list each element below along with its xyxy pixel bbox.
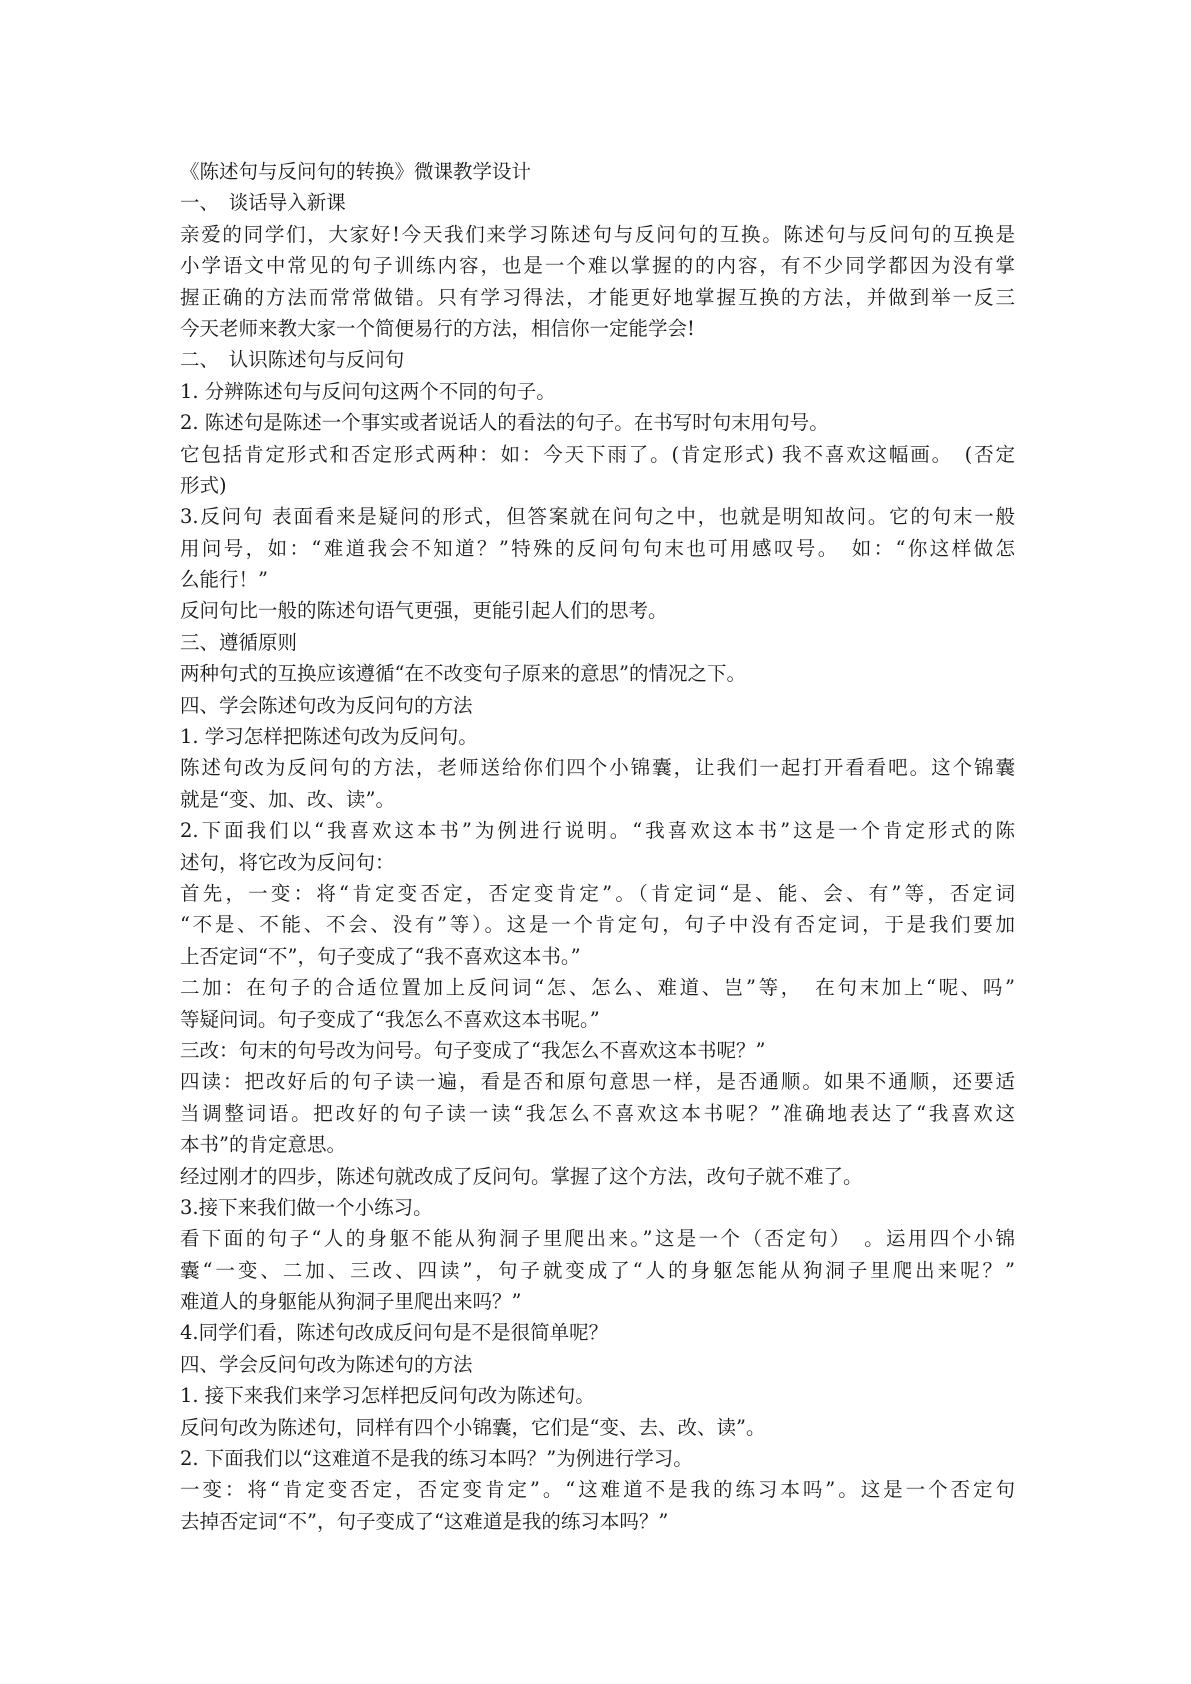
paragraph-line: 么能行！” bbox=[180, 568, 268, 592]
paragraph-line: 就是“变、加、改、读”。 bbox=[180, 787, 395, 811]
section-heading: 二、 认识陈述句与反问句 bbox=[180, 348, 405, 372]
list-item: 1. 接下来我们来学习怎样把反问句改为陈述句。 bbox=[180, 1384, 595, 1408]
document-title: 《陈述句与反问句的转换》微课教学设计 bbox=[180, 160, 532, 183]
paragraph-line: “不是、不能、不会、没有”等）。这是一个肯定句，句子中没有否定词，于是我们要加 bbox=[180, 913, 1015, 937]
paragraph-line: 陈述句改为反问句的方法，老师送给你们四个小锦囊，让我们一起打开看看吧。这个锦囊 bbox=[180, 756, 1015, 780]
paragraph-line: 今天老师来教大家一个简便易行的方法，相信你一定能学会! bbox=[180, 316, 695, 340]
paragraph-line: 本书”的肯定意思。 bbox=[180, 1133, 346, 1157]
section-heading: 四、学会反问句改为陈述句的方法 bbox=[180, 1352, 473, 1376]
document-body bbox=[180, 156, 1015, 1537]
paragraph-line: 上否定词“不”，句子变成了“我不喜欢这本书。” bbox=[180, 944, 581, 968]
paragraph-line: 二加：在句子的合适位置加上反问词“怎、怎么、难道、岂”等， 在句末加上“呢、吗” bbox=[180, 976, 1015, 1000]
paragraph-line: 四读：把改好后的句子读一遍，看是否和原句意思一样，是否通顺。如果不通顺，还要适 bbox=[180, 1070, 1015, 1094]
paragraph-line: 去掉否定词“不”，句子变成了“这难道是我的练习本吗？” bbox=[180, 1509, 669, 1533]
section-heading: 四、学会陈述句改为反问句的方法 bbox=[180, 693, 473, 717]
paragraph-line: 一变：将“肯定变否定，否定变肯定”。“这难道不是我的练习本吗”。这是一个否定句 bbox=[180, 1478, 1015, 1502]
paragraph-line: 看下面的句子“人的身躯不能从狗洞子里爬出来。”这是一个（否定句） 。运用四个小锦 bbox=[180, 1227, 1015, 1251]
paragraph-line: 述句，将它改为反问句： bbox=[180, 850, 395, 874]
list-item: 2. 陈述句是陈述一个事实或者说话人的看法的句子。在书写时句末用句号。 bbox=[180, 411, 829, 435]
paragraph-line: 亲爱的同学们，大家好!今天我们来学习陈述句与反问句的互换。陈述句与反问句的互换是 bbox=[180, 222, 1015, 246]
list-item: 1. 分辨陈述句与反问句这两个不同的句子。 bbox=[180, 379, 556, 403]
paragraph-line: 当调整词语。把改好的句子读一读“我怎么不喜欢这本书呢？”准确地表达了“我喜欢这 bbox=[180, 1101, 1015, 1125]
section-heading: 一、 谈话导入新课 bbox=[180, 191, 346, 215]
paragraph-line: 难道人的身躯能从狗洞子里爬出来吗？” bbox=[180, 1290, 522, 1314]
paragraph-line: 反问句改为陈述句，同样有四个小锦囊，它们是“变、去、改、读”。 bbox=[180, 1415, 766, 1439]
paragraph-line: 囊“一变、二加、三改、四读”，句子就变成了“人的身躯怎能从狗洞子里爬出来呢？” bbox=[180, 1258, 1015, 1282]
paragraph-line: 反问句比一般的陈述句语气更强，更能引起人们的思考。 bbox=[180, 599, 668, 623]
paragraph-line: 小学语文中常见的句子训练内容，也是一个难以掌握的的内容，有不少同学都因为没有掌 bbox=[180, 254, 1015, 278]
list-item: 4.同学们看，陈述句改成反问句是不是很简单呢？ bbox=[180, 1321, 609, 1345]
paragraph-line: 经过刚才的四步，陈述句就改成了反问句。掌握了这个方法，改句子就不难了。 bbox=[180, 1164, 863, 1188]
list-item: 2.下面我们以“我喜欢这本书”为例进行说明。“我喜欢这本书”这是一个肯定形式的陈 bbox=[180, 819, 1015, 843]
paragraph-line: 握正确的方法而常常做错。只有学习得法，才能更好地掌握互换的方法，并做到举一反三 bbox=[180, 285, 1015, 309]
list-item: 1. 学习怎样把陈述句改为反问句。 bbox=[180, 725, 478, 749]
paragraph-line: 三改：句末的句号改为问号。句子变成了“我怎么不喜欢这本书呢？” bbox=[180, 1038, 766, 1062]
list-item: 2. 下面我们以“这难道不是我的练习本吗？”为例进行学习。 bbox=[180, 1447, 693, 1471]
section-heading: 三、遵循原则 bbox=[180, 630, 298, 654]
paragraph-line: 用问号，如：“难道我会不知道？”特殊的反问句句末也可用感叹号。 如：“你这样做怎 bbox=[180, 536, 1015, 560]
list-item: 3.接下来我们做一个小练习。 bbox=[180, 1195, 433, 1219]
paragraph-line: 形式) bbox=[180, 473, 227, 497]
paragraph-line: 它包括肯定形式和否定形式两种：如：今天下雨了。(肯定形式) 我不喜欢这幅画。 (否定 bbox=[180, 442, 1015, 466]
paragraph-line: 两种句式的互换应该遵循“在不改变句子原来的意思”的情况之下。 bbox=[180, 662, 746, 686]
list-item: 3.反问句 表面看来是疑问的形式，但答案就在问句之中，也就是明知故问。它的句末一般 bbox=[180, 505, 1015, 529]
paragraph-line: 等疑问词。句子变成了“我怎么不喜欢这本书呢。” bbox=[180, 1007, 600, 1031]
paragraph-line: 首先，一变：将“肯定变否定，否定变肯定”。（肯定词“是、能、会、有”等，否定词 bbox=[180, 881, 1015, 905]
